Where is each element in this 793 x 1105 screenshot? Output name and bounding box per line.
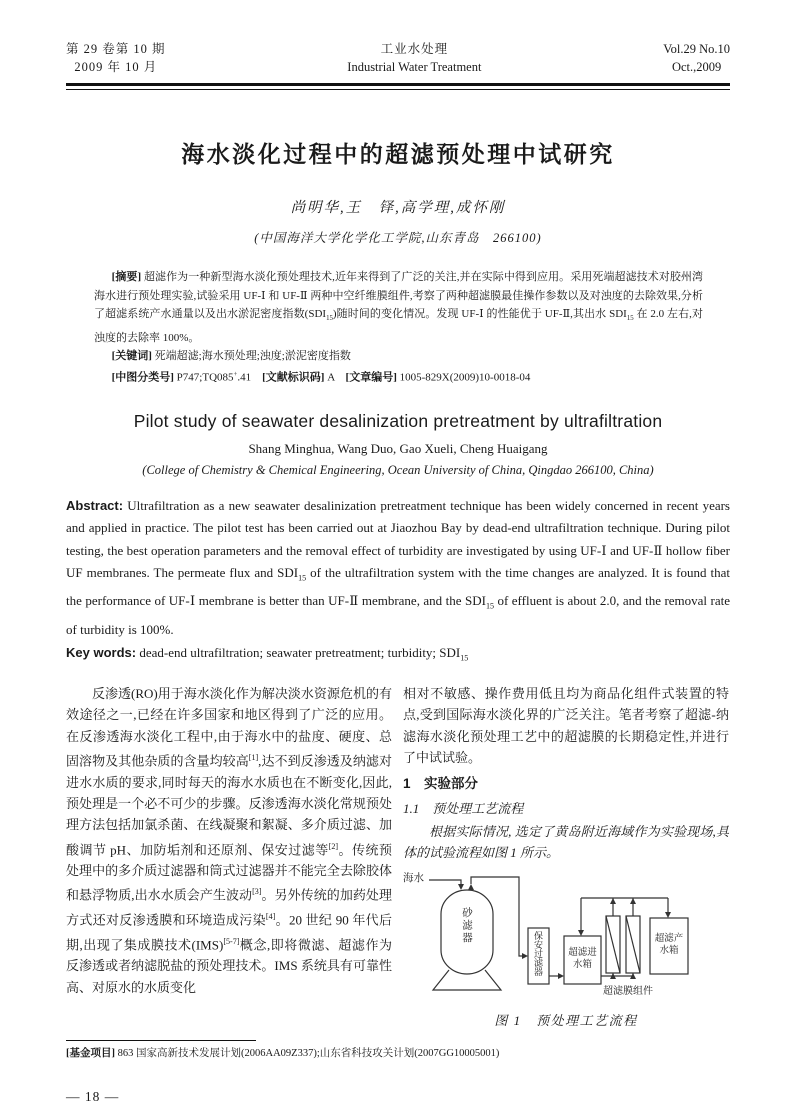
figure-1-diagram — [403, 870, 729, 1002]
arrow-into-product-tank — [665, 912, 671, 918]
sand-to-security-line — [471, 877, 522, 956]
keywords-en: Key words: dead-end ultrafiltration; seawater pretreatment; turbidity; $SDI_{15}$ — [66, 645, 469, 663]
header-double-rule — [66, 83, 730, 90]
arrow-into-security-filter — [522, 953, 528, 959]
affiliation-en: (College of Chemistry & Chemical Engineering, Ocean University of China, Qingdao 266100, China) — [142, 462, 654, 477]
journal-name — [347, 40, 481, 76]
product-tank-label-line1: 超滤产 — [654, 933, 684, 944]
membrane-module-1-diagonal — [606, 916, 620, 973]
feed-tank-label — [564, 947, 601, 971]
volume-info — [663, 40, 730, 76]
keywords-zh: [关键词] 死端超滤;海水预处理;浊度;淤泥密度指数 — [111, 350, 351, 363]
section-1-1-heading: 1.1 预处理工艺流程 — [403, 800, 524, 816]
issue-info — [66, 40, 166, 76]
page-number: — 18 — — [66, 1088, 120, 1104]
security-filter-label: 保安过滤器 — [533, 930, 543, 976]
seawater-inlet-line — [429, 880, 461, 884]
arrow-permeate1-up — [610, 898, 616, 904]
issue-volume-line: 第 29 卷第 10 期 — [66, 42, 166, 56]
volume-date-line: Oct.,2009 — [671, 60, 722, 74]
membrane-modules-label: 超滤膜组件 — [603, 985, 653, 997]
journal-name-en: Industrial Water Treatment — [347, 60, 482, 74]
arrow-into-feed-tank — [558, 973, 564, 979]
funding-footnote: [基金项目] 863 国家高新技术发展计划(2006AA09Z337);山东省科技攻关计划(2007GG10005001) — [66, 1047, 500, 1059]
journal-name-zh: 工业水处理 — [380, 42, 449, 56]
membrane-module-2-diagonal — [626, 916, 640, 973]
authors-en: Shang Minghua, Wang Duo, Gao Xueli, Cheng Huaigang — [248, 440, 548, 456]
product-tank-label-line2: 水箱 — [659, 945, 679, 956]
article-title-zh: 海水淡化过程中的超滤预处理中试研究 — [181, 142, 615, 167]
right-column — [403, 683, 729, 1031]
article-title-en: Pilot study of seawater desalinization pretreatment by ultrafiltration — [133, 410, 663, 431]
feed-tank-label-line2: 水箱 — [572, 959, 592, 970]
abstract-en: Abstract: Ultrafiltration as a new seawater desalinization pretreatment technique has been widely concerned in recent years and applied in practice. The pilot test has been carried out at Jiaozhou Bay by dead-end ultrafiltration technique. During pilot testing, the best operation parameters and the removal effect of turbidity are investigated by using UF-Ⅰ and UF-Ⅱ hollow fiber UF membranes. The permeate flux and $SDI_{15}$ of the ultrafiltration system with the time changes are analyzed. It is found that the performance of UF-Ⅰ membrane is better than UF-Ⅱ membrane, and the $SDI_{15}$ of effluent is about 2.0, and the removal rate of turbidity is 100%. — [66, 497, 730, 637]
abstract-block-zh — [94, 268, 703, 387]
arrow-out-of-tank — [468, 884, 474, 890]
classification-line: [中图分类号] P747;TQ085+.41 [文献标识码] A [文章编号] 1005-829X(2009)10-0018-04 — [111, 370, 531, 384]
intro-paragraph-left: 反渗透(RO)用于海水淡化作为解决淡水资源危机的有效途径之一,已经在许多国家和地区得到了广泛的应用。在反渗透海水淡化工程中,由于海水中的盐度、硬度、总固溶物及其他杂质的含量均较高[1],达不到反渗透及纳滤对进水水质的要求,同时每天的海水水质也在不断变化,因此,预处理是一个必不可少的步骤。反渗透海水淡化常规预处理方法包括加氯杀菌、在线凝聚和絮凝、多介质过滤、加酸调节 pH、加防垢剂和还原剂、保安过滤等[2]。传统预处理中的多介质过滤器和筒式过滤器并不能完全去除胶体和悬浮物质,出水水质会产生波动[3]。另外传统的加药处理方式还对反渗透膜和环境造成污染[4]。20 世纪 90 年代后期,出现了集成膜技术(IMS)[5-7]概念,即将微滤、超滤作为反渗透或者纳滤脱盐的预处理技术。IMS 系统具有可靠性高、对原水的水质变化 — [66, 686, 392, 995]
arrow-into-tank — [458, 884, 464, 890]
issue-date-line: 2009 年 10 月 — [74, 60, 158, 74]
arrow-return-into-feed-tank — [578, 930, 584, 936]
section-1-1-paragraph: 根据实际情况, 选定了黄岛附近海域作为实验现场,具体的试验流程如图 1 所示。 — [403, 823, 729, 861]
sand-filter-label: 砂滤器 — [461, 906, 472, 944]
left-column — [66, 683, 392, 1031]
abstract-zh: [摘要] 超滤作为一种新型海水淡化预处理技术,近年来得到了广泛的关注,并在实际中得到应用。采用死端超滤技术对胶州湾海水进行预处理实验,试验采用 UF-Ⅰ 和 UF-Ⅱ 两种中空纤维膜组件,考察了两种超滤膜最佳操作参数以及对浊度的去除效果,分析了超滤系统产水通量以及出水淤泥密度指数$(SDI_{15})$随时间的变化情况。发现 UF-Ⅰ 的性能优于 UF-Ⅱ,其出水 $SDI_{15}$ 在 2.0 左右,对浊度的去除率 100%。 — [94, 271, 704, 344]
sand-filter-stand-shape — [433, 970, 501, 990]
authors-zh: 尚明华,王 铎,高学理,成怀刚 — [290, 200, 506, 216]
journal-header — [66, 40, 730, 76]
figure-1-caption: 图 1 预处理工艺流程 — [494, 1012, 638, 1028]
section-1-heading: 1 实验部分 — [403, 776, 479, 792]
feed-tank-label-line1: 超滤进 — [568, 947, 597, 958]
affiliation-zh: (中国海洋大学化学化工学院,山东青岛 266100) — [254, 231, 542, 245]
seawater-label: 海水 — [403, 872, 424, 884]
intro-paragraph-right: 相对不敏感、操作费用低且均为商品化组件式装置的特点,受到国际海水淡化界的广泛关注。笔者考察了超滤-纳滤海水淡化预处理工艺中的超滤膜的长期稳定性,并进行了中试试验。 — [403, 686, 729, 766]
product-tank-label — [650, 933, 688, 957]
volume-number-line: Vol.29 No.10 — [663, 42, 730, 56]
arrow-permeate2-up — [630, 898, 636, 904]
body-columns — [66, 683, 730, 1031]
footnote-rule — [66, 1040, 256, 1041]
